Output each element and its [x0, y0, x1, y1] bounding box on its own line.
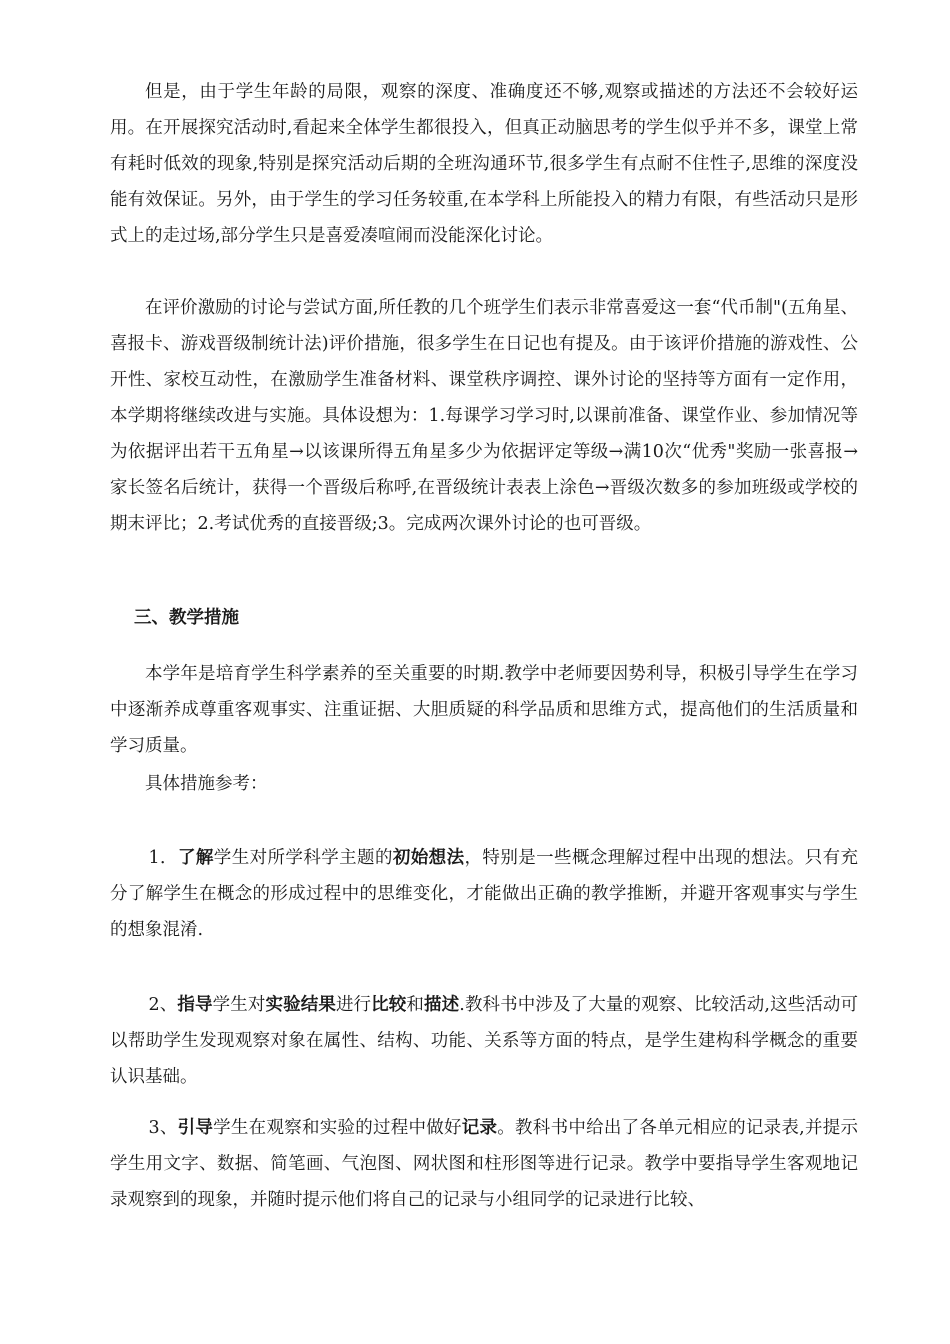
keyword-experiment-results: 实验结果	[265, 995, 336, 1015]
list-item-text: 进行	[335, 995, 372, 1015]
list-item-text: ，特别是一些概念理解过程中出现的想法。只有充分了解学生在概念的形成过程中的思维变化，才能做出正确的教学推断，并避开客观事实与学生的想象混淆.	[110, 848, 859, 940]
keyword-guide: 指导	[177, 995, 213, 1015]
list-item-number: 1．	[148, 848, 178, 868]
paragraph-measures-intro: 具体措施参考：	[145, 774, 268, 794]
paragraph-observation-limits: 但是，由于学生年龄的局限，观察的深度、准确度还不够,观察或描述的方法还不会较好运用。在开展探究活动时,看起来全体学生都很投入，但真正动脑思考的学生似乎并不多，课堂上常有耗时低效的现象,特别是探究活动后期的全班沟通环节,很多学生有点耐不住性子,思维的深度没能有效保证。另外，由于学生的学习任务较重,在本学科上所能投入的精力有限，有些活动只是形式上的走过场,部分学生只是喜爱凑喧闹而没能深化讨论。	[110, 82, 858, 246]
list-item-3	[110, 1110, 858, 1218]
list-item-text: 学生在观察和实验的过程中做好	[213, 1118, 462, 1138]
list-item-text: 学生对	[212, 995, 266, 1015]
list-item-text: .教科书中涉及了大量的观察、比较活动,这些活动可以帮助学生发现观察对象在属性、结构、功能、关系等方面的特点，是学生建构科学概念的重要认识基础。	[110, 995, 859, 1087]
keyword-record: 记录	[461, 1118, 498, 1138]
list-item-text: 和	[406, 995, 425, 1015]
section-heading-teaching-measures: 三、教学措施	[134, 608, 239, 628]
keyword-describe: 描述	[424, 995, 460, 1015]
keyword-initial-ideas: 初始想法	[392, 848, 465, 868]
list-item-number: 2、	[148, 995, 178, 1015]
list-item-text: 学生对所学科学主题的	[213, 848, 393, 868]
list-item-number: 3、	[148, 1118, 178, 1138]
list-item-2	[110, 987, 858, 1095]
keyword-understand: 了解	[177, 848, 214, 868]
list-item-1	[110, 840, 858, 948]
paragraph-evaluation-incentive: 在评价激励的讨论与尝试方面,所任教的几个班学生们表示非常喜爱这一套“代币制"(五角星、喜报卡、游戏晋级制统计法)评价措施，很多学生在日记也有提及。由于该评价措施的游戏性、公开性、家校互动性，在激励学生准备材料、课堂秩序调控、课外讨论的坚持等方面有一定作用，本学期将继续改进与实施。具体设想为：1.每课学习学习时,以课前准备、课堂作业、参加情况等为依据评出若干五角星→以该课所得五角星多少为依据评定等级→满10次“优秀"奖励一张喜报→家长签名后统计，获得一个晋级后称呼,在晋级统计表表上涂色→晋级次数多的参加班级或学校的期末评比；2.考试优秀的直接晋级;3。完成两次课外讨论的也可晋级。	[110, 298, 858, 534]
keyword-compare: 比较	[371, 995, 407, 1015]
keyword-lead: 引导	[177, 1118, 214, 1138]
list-item-text: 。教科书中给出了各单元相应的记录表,并提示学生用文字、数据、简笔画、气泡图、网状图和柱形图等进行记录。教学中要指导学生客观地记录观察到的现象，并随时提示他们将自己的记录与小组同学的记录进行比较、	[110, 1118, 859, 1210]
paragraph-teaching-goal: 本学年是培育学生科学素养的至关重要的时期.教学中老师要因势利导，积极引导学生在学习中逐渐养成尊重客观事实、注重证据、大胆质疑的科学品质和思维方式，提高他们的生活质量和学习质量。	[110, 664, 858, 756]
